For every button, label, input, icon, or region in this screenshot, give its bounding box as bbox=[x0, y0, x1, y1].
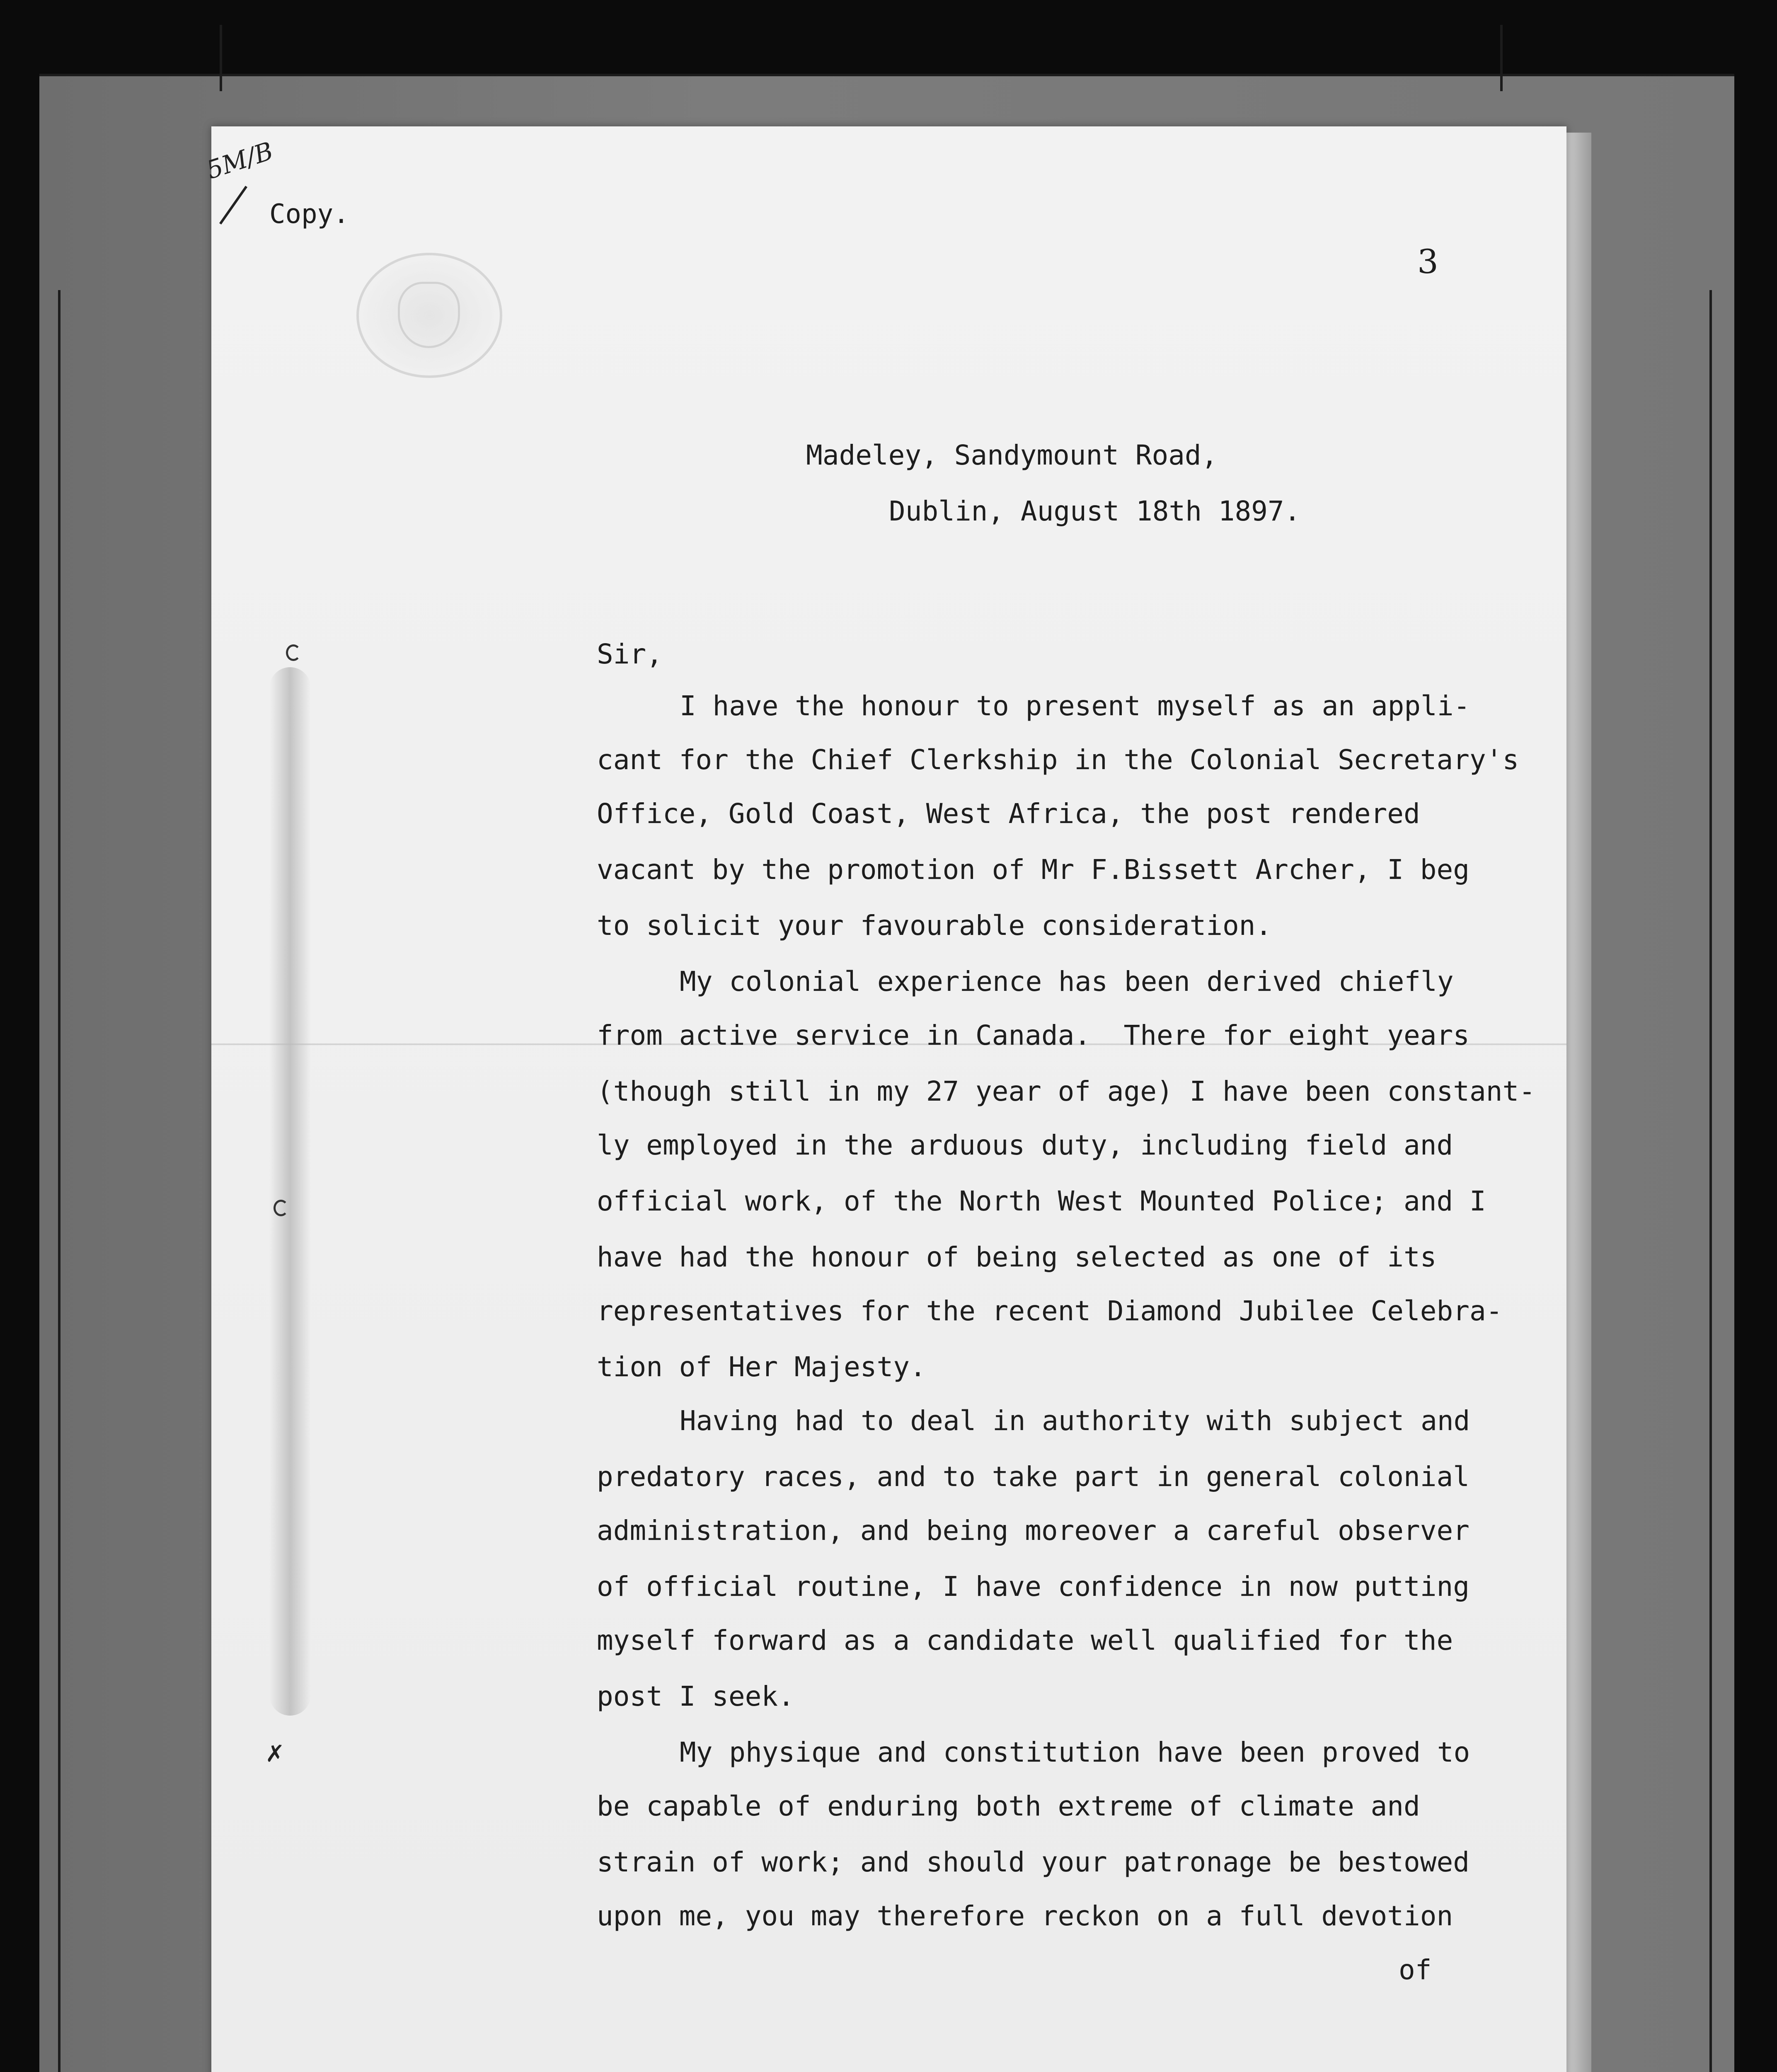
film-tick-top-right bbox=[1500, 25, 1503, 91]
body-line: I have the honour to present myself as an appli- bbox=[680, 690, 1470, 722]
body-line: My physique and constitution have been proved to bbox=[680, 1736, 1470, 1768]
salutation: Sir, bbox=[597, 638, 663, 670]
film-border-right bbox=[1709, 290, 1712, 2072]
punch-hole-top bbox=[286, 644, 301, 661]
body-line: ly employed in the arduous duty, including field and bbox=[597, 1129, 1453, 1161]
handwritten-note: 5M/B bbox=[203, 136, 277, 185]
body-line: of official routine, I have confidence in now putting bbox=[597, 1571, 1470, 1602]
binding-fold bbox=[269, 667, 311, 1716]
address-line-2: Dublin, August 18th 1897. bbox=[889, 495, 1301, 527]
film-border-left bbox=[58, 290, 61, 2072]
ink-mark-icon: ✗ bbox=[265, 1740, 285, 1767]
copy-label: Copy. bbox=[269, 199, 349, 230]
body-line: have had the honour of being selected as one of its bbox=[597, 1241, 1437, 1273]
body-line: Office, Gold Coast, West Africa, the post rendered bbox=[597, 798, 1420, 830]
body-line: tion of Her Majesty. bbox=[597, 1351, 926, 1383]
body-line: to solicit your favourable consideration. bbox=[597, 910, 1272, 942]
body-line: myself forward as a candidate well qualified for the bbox=[597, 1624, 1453, 1656]
embossed-crest-icon bbox=[398, 282, 460, 348]
address-line-1: Madeley, Sandymount Road, bbox=[806, 439, 1218, 471]
body-line: vacant by the promotion of Mr F.Bissett Archer, I beg bbox=[597, 854, 1470, 886]
body-line: strain of work; and should your patronage be bestowed bbox=[597, 1846, 1470, 1878]
page-number: 3 bbox=[1417, 242, 1438, 281]
body-line: be capable of enduring both extreme of climate and bbox=[597, 1790, 1420, 1822]
film-border-top bbox=[39, 74, 1734, 76]
body-line: from active service in Canada. There for eight years bbox=[597, 1019, 1470, 1051]
body-line: administration, and being moreover a careful observer bbox=[597, 1515, 1470, 1547]
body-line: Having had to deal in authority with subject and bbox=[680, 1405, 1470, 1437]
body-line: My colonial experience has been derived chiefly bbox=[680, 966, 1454, 997]
film-tick-top-left bbox=[220, 25, 222, 91]
body-line: predatory races, and to take part in general colonial bbox=[597, 1461, 1470, 1493]
body-line: cant for the Chief Clerkship in the Colonial Secretary's bbox=[597, 744, 1519, 776]
body-line: upon me, you may therefore reckon on a full devotion bbox=[597, 1900, 1453, 1932]
body-line: (though still in my 27 year of age) I have been constant- bbox=[597, 1075, 1535, 1107]
catchword: of bbox=[1399, 1954, 1432, 1986]
body-line: post I seek. bbox=[597, 1680, 794, 1712]
punch-hole-middle bbox=[274, 1200, 288, 1216]
body-line: representatives for the recent Diamond Jubilee Celebra- bbox=[597, 1295, 1503, 1327]
body-line: official work, of the North West Mounted Police; and I bbox=[597, 1185, 1486, 1217]
